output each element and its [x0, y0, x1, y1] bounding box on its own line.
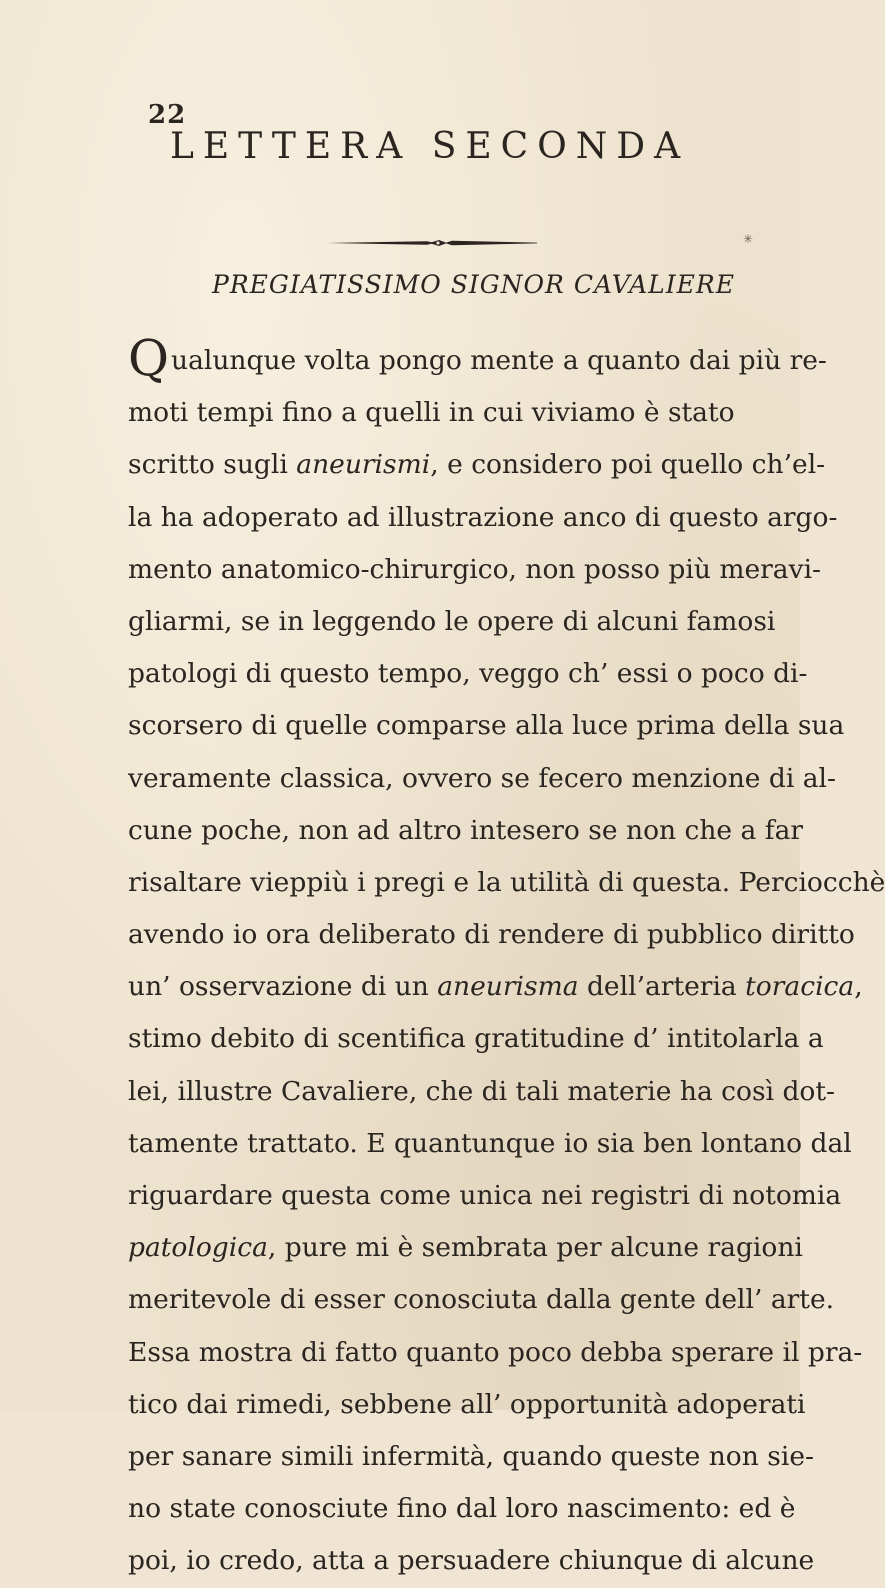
line-text: veramente classica, ovvero se fecero menzione di al-: [128, 762, 836, 794]
ornamental-rule-graphic: [327, 238, 537, 248]
text-line: [128, 1013, 824, 1065]
line-text: tico dai rimedi, sebbene all’ opportunità adoperati: [128, 1388, 806, 1420]
line-text: meritevole di esser conosciuta dalla gente dell’ arte.: [128, 1284, 835, 1316]
text-line: [128, 805, 804, 857]
text-line: [128, 387, 735, 439]
drop-cap: Q: [128, 329, 169, 387]
text-line: [128, 1274, 835, 1326]
line-text: per sanare simili infermità, quando queste non sie-: [128, 1440, 814, 1472]
line-text: poi, io credo, atta a persuadere chiunque di alcune: [128, 1545, 815, 1577]
text-line: [128, 857, 885, 909]
line-text: tamente trattato. E quantunque io sia ben lontano dal: [128, 1127, 852, 1159]
line-text: un’ osservazione di un: [128, 971, 438, 1003]
line-text: lei, illustre Cavaliere, che di tali materie ha così dot-: [128, 1075, 835, 1107]
text-line: [128, 753, 836, 805]
line-text: mento anatomico-chirurgico, non posso più meravi-: [128, 553, 822, 585]
star-mark-icon: ✳: [743, 232, 754, 246]
text-line: [128, 1483, 796, 1535]
text-line: [128, 1327, 863, 1379]
chapter-heading: LETTERA SECONDA: [170, 126, 690, 167]
line-text: risaltare vieppiù i pregi e la utilità di questa. Perciocchè: [128, 866, 885, 898]
italic-term: toracica: [745, 971, 855, 1003]
line-text: , pure mi è sembrata per alcune ragioni: [267, 1232, 803, 1264]
salutation: PREGIATISSIMO SIGNOR CAVALIERE: [212, 270, 735, 299]
line-text: avendo io ora deliberato di rendere di pubblico diritto: [128, 919, 855, 951]
text-line: [128, 648, 808, 700]
text-line: [128, 492, 838, 544]
line-text: cune poche, non ad altro intesero se non che a far: [128, 814, 804, 846]
letter-body: [128, 329, 885, 1588]
page-number: 22: [148, 100, 187, 130]
line-text: stimo debito di scentifica gratitudine d’ intitolarla a: [128, 1023, 824, 1055]
text-line: [128, 961, 863, 1013]
text-line: [128, 1066, 835, 1118]
text-line: [128, 439, 826, 491]
line-text: gliarmi, se in leggendo le opere di alcuni famosi: [128, 605, 776, 637]
line-text: Essa mostra di fatto quanto poco debba sperare il pra-: [128, 1336, 863, 1368]
line-text: no state conosciute fino dal loro nascimento: ed è: [128, 1493, 796, 1525]
line-text: patologi di questo tempo, veggo ch’ essi o poco di-: [128, 658, 808, 690]
text-line: [128, 544, 822, 596]
line-text: ,: [854, 971, 863, 1003]
italic-term: patologica: [128, 1232, 268, 1264]
line-text: moti tempi fino a quelli in cui viviamo è stato: [128, 397, 735, 429]
line-text: scorsero di quelle comparse alla luce prima della sua: [128, 710, 845, 742]
line-text: dell’arteria: [578, 971, 746, 1003]
line-text: la ha adoperato ad illustrazione anco di questo argo-: [128, 501, 838, 533]
text-line: [128, 700, 845, 752]
text-line: [128, 1170, 842, 1222]
line-text: scritto sugli: [128, 449, 297, 481]
text-line: [128, 1535, 815, 1587]
text-line: [128, 1118, 852, 1170]
line-text: riguardare questa come unica nei registri di notomia: [128, 1180, 842, 1211]
text-line: [128, 1431, 814, 1483]
italic-term: aneurismi: [296, 449, 431, 481]
ornamental-rule: [327, 238, 537, 248]
line-text: , e considero poi quello ch’el-: [430, 449, 826, 481]
text-line: [128, 909, 855, 961]
text-line: [128, 1222, 803, 1274]
text-line: [128, 596, 776, 648]
text-line: [128, 1379, 806, 1431]
line-text: ualunque volta pongo mente a quanto dai più re-: [171, 345, 827, 376]
text-line: [128, 329, 827, 387]
italic-term: aneurisma: [437, 971, 579, 1003]
